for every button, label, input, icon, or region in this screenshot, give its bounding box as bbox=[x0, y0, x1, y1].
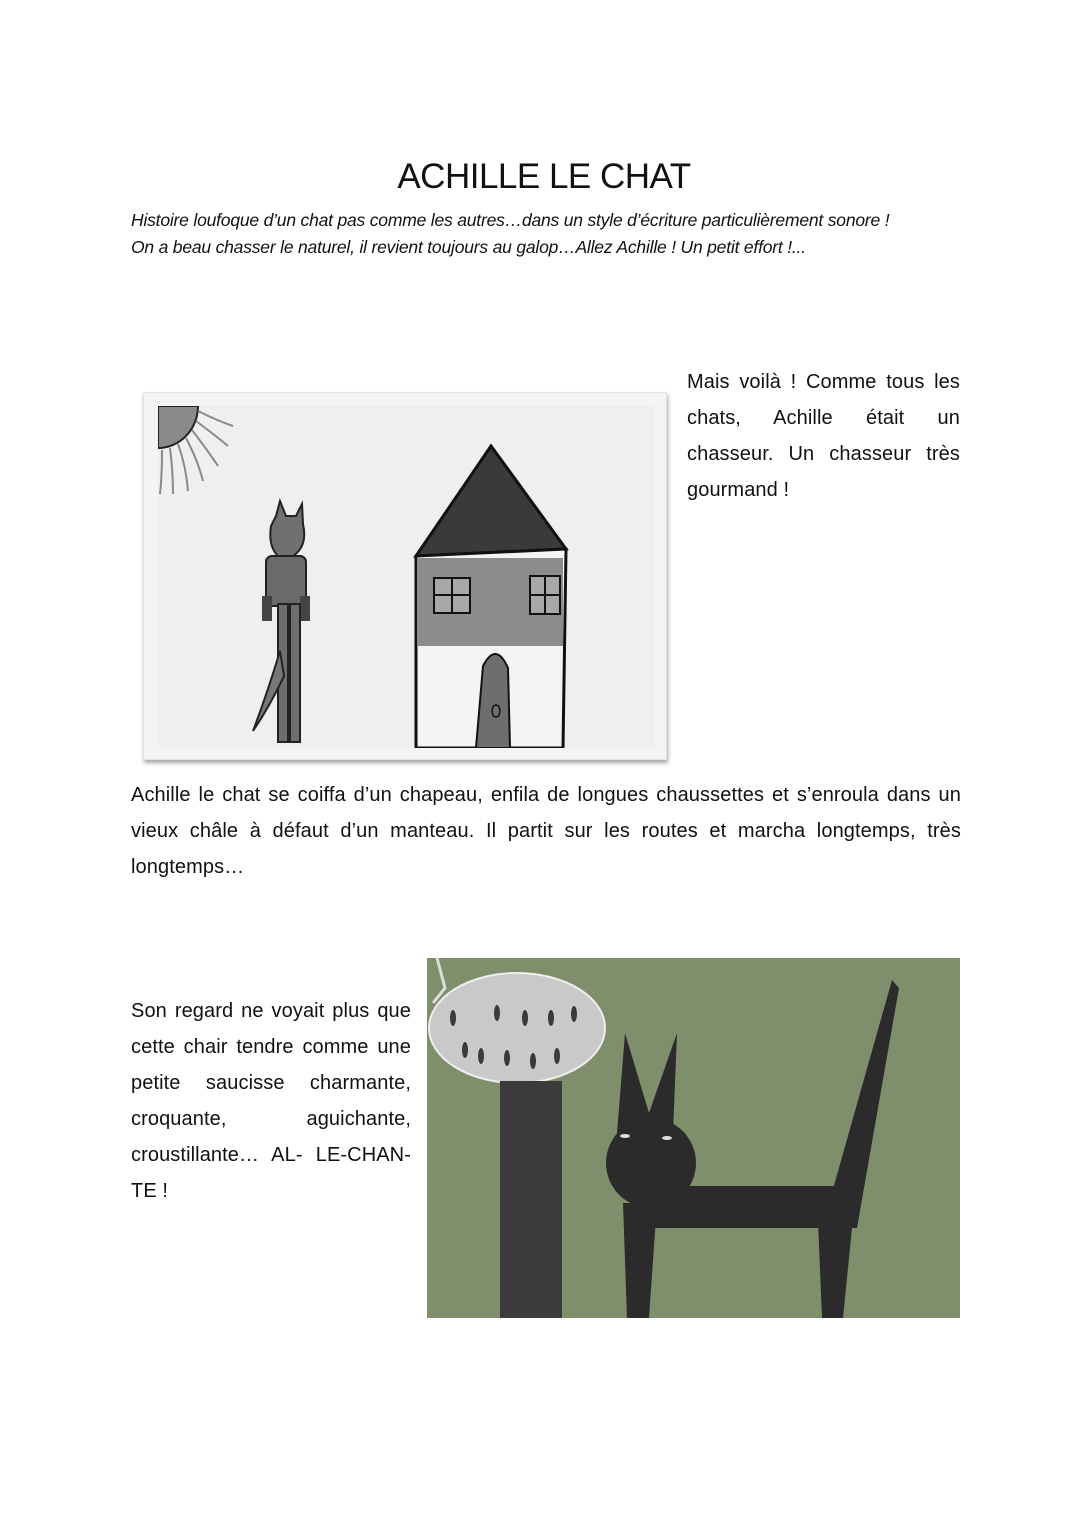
drawing-cat-house-frame bbox=[143, 392, 667, 760]
tree-drawing bbox=[429, 958, 605, 1318]
drawing-black-cat-tree bbox=[427, 958, 960, 1318]
intro-line-2: On a beau chasser le naturel, il revient toujours au galop…Allez Achille ! Un petit effort !... bbox=[131, 237, 806, 257]
paragraph-2 bbox=[131, 777, 961, 885]
black-cat-drawing bbox=[606, 980, 899, 1318]
page-title: ACHILLE LE CHAT bbox=[397, 157, 691, 197]
sun-icon bbox=[158, 406, 233, 494]
intro-text bbox=[131, 207, 961, 261]
paragraph-2-text: Achille le chat se coiffa d’un chapeau, enfila de longues chaussettes et s’enroula dans un vieux châle à défaut d’un manteau. Il partit sur les routes et marcha longtemps, très longtemps… bbox=[131, 784, 961, 878]
house-drawing bbox=[416, 446, 566, 748]
paragraph-3 bbox=[131, 993, 411, 1209]
paragraph-1 bbox=[687, 364, 960, 508]
standing-cat-drawing bbox=[253, 501, 310, 742]
paragraph-1-text: Mais voilà ! Comme tous les chats, Achille était un chasseur. Un chasseur très gourmand ! bbox=[687, 371, 960, 501]
paragraph-3-text: Son regard ne voyait plus que cette chair tendre comme une petite saucisse charmante, croquante, aguichante, croustillante… AL- LE-CHAN-TE ! bbox=[131, 1000, 411, 1202]
intro-line-1: Histoire loufoque d’un chat pas comme les autres…dans un style d’écriture particulièrement sonore ! bbox=[131, 210, 890, 230]
drawing-cat-house bbox=[158, 406, 654, 748]
